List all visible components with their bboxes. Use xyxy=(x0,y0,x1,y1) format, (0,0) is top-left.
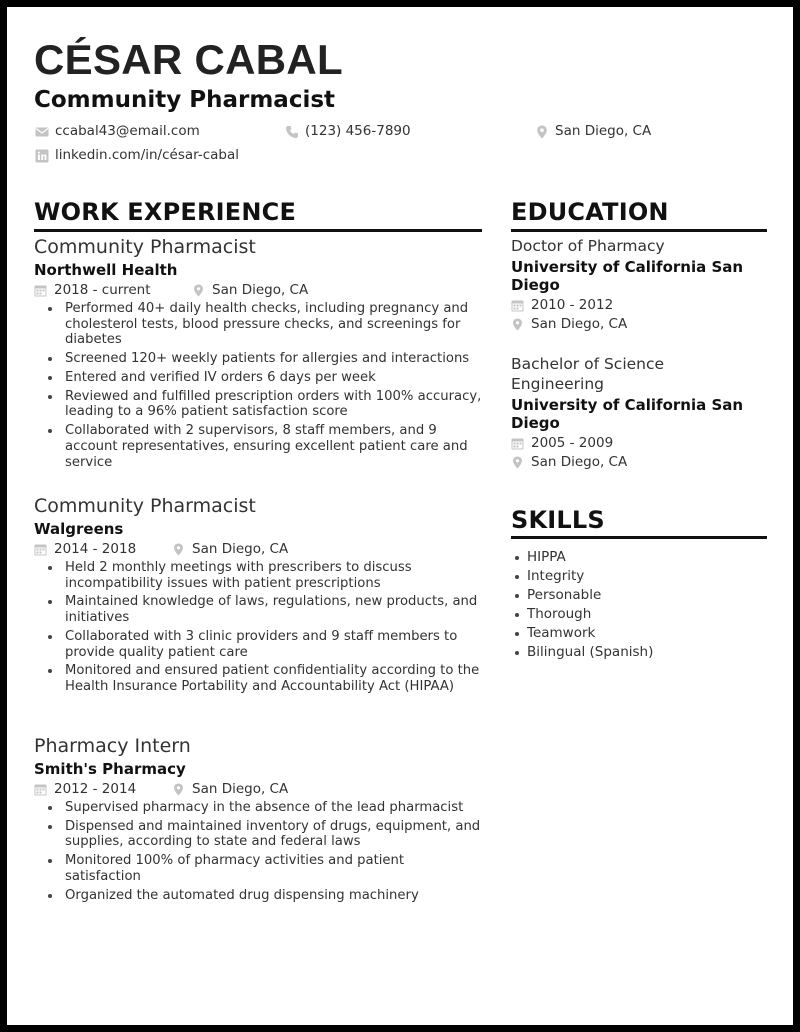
company-name: Smith's Pharmacy xyxy=(34,760,186,778)
contact-linkedin[interactable] xyxy=(35,149,239,163)
location-text: San Diego, CA xyxy=(555,123,652,140)
job-dates: 2012 - 2014 xyxy=(54,780,137,797)
calendar-icon xyxy=(511,299,524,312)
education-divider xyxy=(511,229,767,232)
linkedin-icon xyxy=(35,149,49,163)
phone-icon xyxy=(285,125,299,139)
work-experience-heading: WORK EXPERIENCE xyxy=(34,198,297,226)
job-bullets xyxy=(34,800,484,903)
company-name: Walgreens xyxy=(34,520,124,538)
school-name: University of California San Diego xyxy=(511,258,744,294)
education-entry xyxy=(511,236,771,332)
calendar-icon xyxy=(34,543,47,556)
job-entry xyxy=(34,497,484,698)
list-item: Supervised pharmacy in the absence of the lead pharmacist xyxy=(65,800,484,816)
job-dates: 2014 - 2018 xyxy=(54,540,137,557)
work-experience-divider xyxy=(34,229,482,232)
map-pin-icon xyxy=(192,284,205,297)
job-meta xyxy=(34,782,484,797)
map-pin-icon xyxy=(172,543,185,556)
map-pin-icon xyxy=(535,125,549,139)
list-item: HIPPA xyxy=(527,548,653,567)
education-dates: 2010 - 2012 xyxy=(511,298,771,313)
company-name: Northwell Health xyxy=(34,261,178,279)
list-item: Reviewed and fulfilled prescription orders with 100% accuracy, leading to a 96% patient satisfaction score xyxy=(65,389,484,420)
skills-heading: SKILLS xyxy=(511,506,605,534)
list-item: Performed 40+ daily health checks, including pregnancy and cholesterol tests, blood pressure checks, and screenings for diabetes xyxy=(65,301,484,348)
job-meta xyxy=(34,542,484,557)
job-title: Community Pharmacist xyxy=(34,495,256,517)
map-pin-icon xyxy=(511,456,524,469)
education-location: San Diego, CA xyxy=(511,317,771,332)
education-location: San Diego, CA xyxy=(511,455,771,470)
calendar-icon xyxy=(511,437,524,450)
list-item: Dispensed and maintained inventory of drugs, equipment, and supplies, according to state and federal laws xyxy=(65,819,484,850)
education-entry xyxy=(511,354,771,470)
candidate-title: Community Pharmacist xyxy=(34,87,336,113)
contact-location xyxy=(535,125,651,139)
list-item: Held 2 monthly meetings with prescribers to discuss incompatibility issues with patient prescriptions xyxy=(65,560,484,591)
job-title: Pharmacy Intern xyxy=(34,735,191,757)
job-location: San Diego, CA xyxy=(192,284,308,298)
school-name: University of California San Diego xyxy=(511,396,744,432)
job-location: San Diego, CA xyxy=(172,783,288,797)
map-pin-icon xyxy=(511,318,524,331)
list-item: Collaborated with 3 clinic providers and 9 staff members to provide quality patient care xyxy=(65,629,484,660)
skills-divider xyxy=(511,536,767,539)
job-location: San Diego, CA xyxy=(172,543,288,557)
list-item: Integrity xyxy=(527,567,653,586)
skills-list xyxy=(511,548,653,662)
job-meta xyxy=(34,283,484,298)
list-item: Monitored 100% of pharmacy activities and patient satisfaction xyxy=(65,853,484,884)
email-text: ccabal43@email.com xyxy=(55,123,200,140)
list-item: Thorough xyxy=(527,605,653,624)
list-item: Collaborated with 2 supervisors, 8 staff members, and 9 account representatives, ensuring excellent patient care and service xyxy=(65,423,484,470)
calendar-icon xyxy=(34,284,47,297)
job-bullets xyxy=(34,301,484,470)
phone-text: (123) 456-7890 xyxy=(305,123,411,140)
degree-name: Doctor of Pharmacy xyxy=(511,237,665,255)
list-item: Bilingual (Spanish) xyxy=(527,644,654,660)
list-item: Monitored and ensured patient confidentiality according to the Health Insurance Portability and Accountability Act (HIPAA) xyxy=(65,663,484,694)
job-title: Community Pharmacist xyxy=(34,236,256,258)
list-item: Personable xyxy=(527,586,653,605)
map-pin-icon xyxy=(172,783,185,796)
education-dates: 2005 - 2009 xyxy=(511,436,771,451)
contact-email[interactable] xyxy=(35,125,200,139)
job-entry xyxy=(34,238,484,473)
list-item: Entered and verified IV orders 6 days per week xyxy=(65,370,484,386)
candidate-name: CÉSAR CABAL xyxy=(34,36,343,83)
degree-name: Bachelor of Science Engineering xyxy=(511,355,665,393)
envelope-icon xyxy=(35,125,49,139)
education-heading: EDUCATION xyxy=(511,198,669,226)
list-item: Teamwork xyxy=(527,624,653,643)
contact-phone[interactable] xyxy=(285,125,411,139)
linkedin-text: linkedin.com/in/césar-cabal xyxy=(55,147,239,164)
list-item: Screened 120+ weekly patients for allergies and interactions xyxy=(65,351,484,367)
job-dates: 2018 - current xyxy=(54,281,151,298)
job-bullets xyxy=(34,560,484,695)
calendar-icon xyxy=(34,783,47,796)
list-item: Organized the automated drug dispensing machinery xyxy=(65,888,484,904)
job-entry xyxy=(34,737,484,907)
list-item: Maintained knowledge of laws, regulations, new products, and initiatives xyxy=(65,594,484,625)
resume-page xyxy=(7,7,793,1025)
